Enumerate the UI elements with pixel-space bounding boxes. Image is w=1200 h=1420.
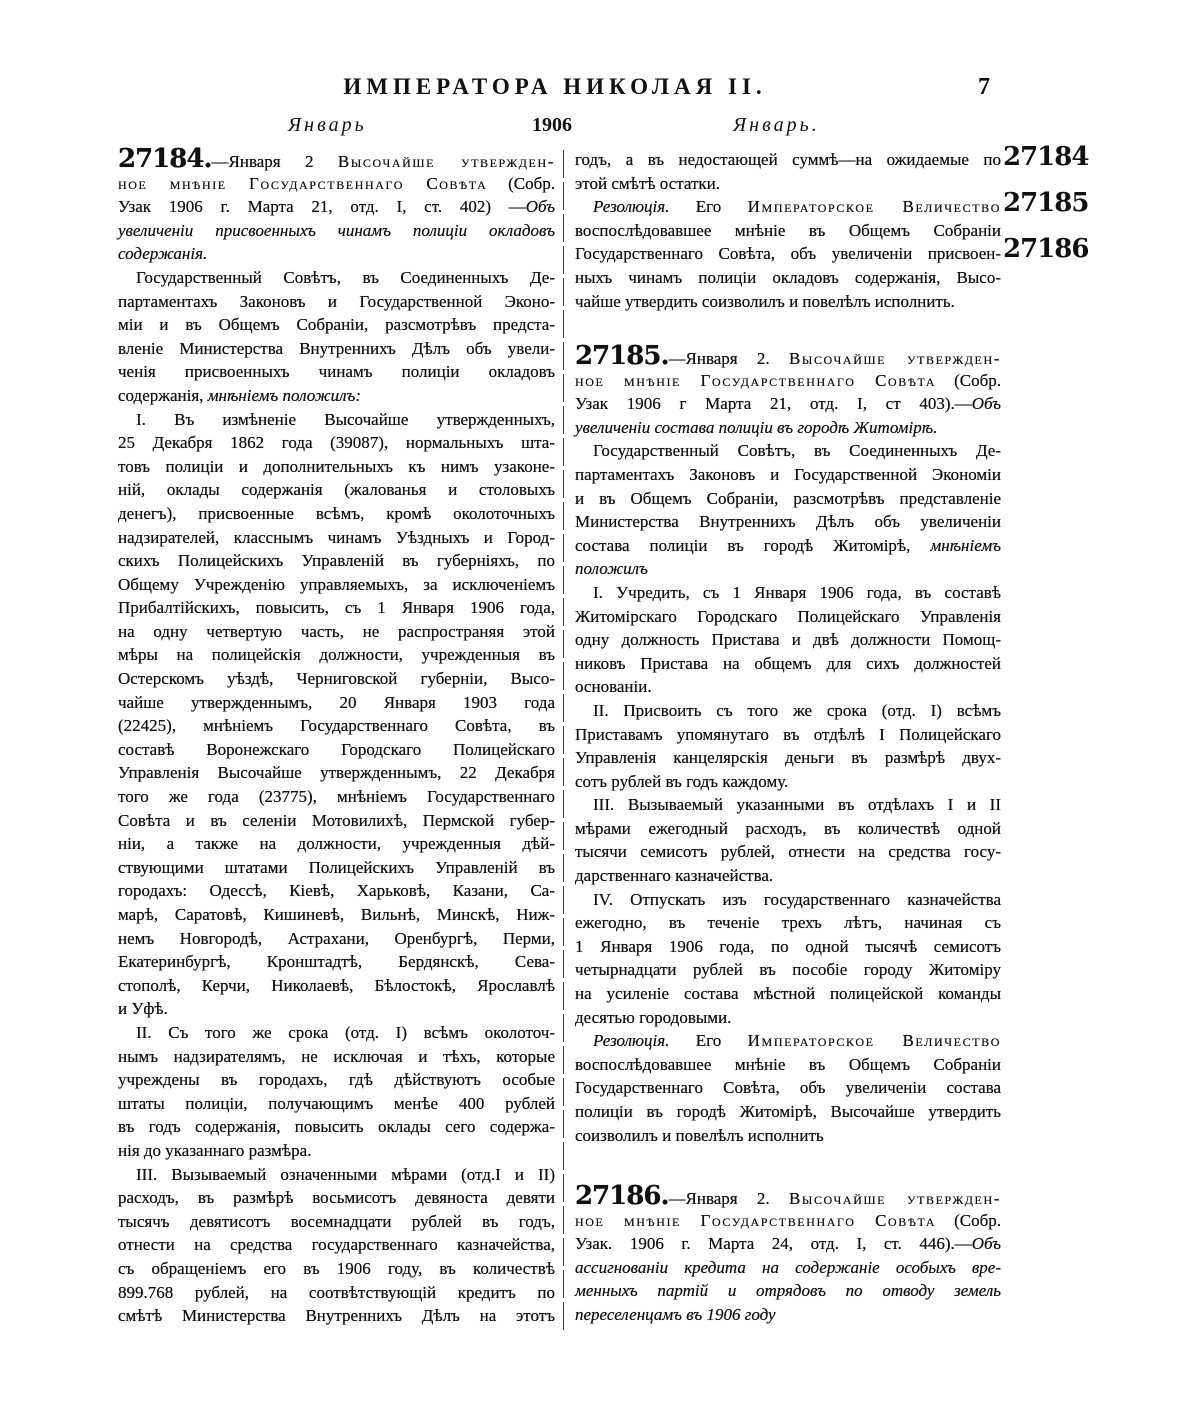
text-line [575, 369, 1001, 393]
column-divider [563, 150, 564, 1332]
text-line [575, 652, 1001, 676]
text-segment: стополѣ, Керчи, Николаевѣ, Бѣлостокѣ, Ярославлѣ [118, 975, 555, 995]
small-caps-text: ное мнѣніе Государственнаго Совѣта [575, 370, 937, 390]
text-line [118, 431, 555, 455]
text-segment: отнести на средства государственнаго казначейства, [118, 1235, 555, 1255]
italic-text: Резолюція. [593, 197, 670, 217]
italic-text: мнѣніемъ [930, 535, 1001, 555]
text-segment: сотъ рублей въ годъ каждому. [575, 771, 789, 791]
text-segment: марѣ, Саратовѣ, Кишиневѣ, Вильнѣ, Минскѣ, Ниж- [118, 905, 555, 924]
text-segment: Общему Учрежденію управляемыхъ, за исключеніемъ [118, 574, 555, 594]
text-line [118, 1304, 555, 1328]
text-segment: Прибалтійскихъ, повысить, съ 1 Января 1906 года, [118, 598, 555, 618]
text-segment: учреждены въ городахъ, гдѣ дѣйствуютъ особые [118, 1070, 555, 1090]
text-segment: штаты полиціи, получающимъ менѣе 400 рублей [118, 1093, 555, 1113]
text-line [575, 534, 1001, 558]
text-line [575, 195, 1001, 219]
right-column-block-27185 [575, 341, 1002, 1147]
text-line [118, 1139, 555, 1163]
text-line [118, 337, 555, 361]
margin-number: 27186 [1003, 234, 1089, 264]
text-line [118, 1115, 555, 1139]
text-segment: немъ Новгородѣ, Астрахани, Оренбургѣ, Перми, [118, 928, 555, 948]
text-segment: Государственный Совѣтъ, въ Соединенныхъ Де- [136, 267, 555, 287]
text-segment: мѣрами ежегодный расходъ, въ количествѣ одной [575, 818, 1001, 838]
text-line [118, 455, 555, 479]
text-line [575, 935, 1001, 959]
text-line [575, 1076, 1001, 1100]
text-line [118, 832, 555, 856]
small-caps-text: Императорское Величество [747, 1031, 1002, 1051]
text-segment: Его [669, 197, 748, 217]
text-line [575, 266, 1001, 290]
text-segment: въ годъ содержанія, повысить оклады сего содержа- [118, 1117, 555, 1137]
text-segment: —Января 2. [668, 1189, 789, 1208]
text-segment: десятью городовыми. [575, 1007, 732, 1027]
text-segment: вленіе Министерства Внутреннихъ Дѣлъ объ увели- [118, 338, 555, 358]
text-line [575, 982, 1001, 1006]
text-segment: (Собр. [936, 1210, 1002, 1230]
text-line [118, 1257, 555, 1281]
text-line [118, 761, 555, 785]
text-line [118, 785, 555, 809]
text-line [575, 699, 1001, 723]
text-line [575, 1053, 1001, 1077]
small-caps-text: Высочайше утвержден- [788, 1189, 1001, 1208]
text-segment: партаментахъ Законовъ и Государственной Эконо- [118, 291, 555, 311]
text-segment: Екатеринбургѣ, Кронштадтѣ, Бердянскѣ, Сева- [118, 952, 555, 972]
text-segment: Государственнаго Совѣта, объ увеличеніи состава [575, 1078, 1001, 1098]
italic-text: Объ [525, 197, 555, 217]
text-line [575, 1124, 1001, 1148]
running-title: ИМПЕРАТОРА НИКОЛАЯ II. [343, 74, 767, 99]
text-segment: I. Въ измѣненіе Высочайше утвержденныхъ, [136, 409, 555, 429]
text-segment: товъ полиціи и дополнительныхъ къ нимъ узаконе- [118, 456, 555, 476]
text-segment: тысячъ девятисотъ восемнадцати рублей въ годъ, [118, 1211, 555, 1231]
page-number: 7 [978, 74, 990, 100]
text-segment: состава полиціи въ городѣ Житомірѣ, [575, 535, 931, 555]
margin-number: 27185 [1003, 188, 1089, 218]
act-number: 27186. [575, 1181, 669, 1211]
italic-text: увеличеніи присвоенныхъ чинамъ полиціи окладовъ [118, 220, 555, 240]
italic-text: увеличеніи состава полиціи въ городѣ Житомірѣ. [575, 417, 938, 437]
text-segment: Узак. 1906 г. Марта 24, отд. I, ст. 446).— [575, 1234, 972, 1254]
text-segment: и въ Общемъ Собраніи, разсмотрѣвъ представленіе [575, 488, 1001, 508]
text-line [118, 667, 555, 691]
margin-number: 27184 [1003, 142, 1089, 172]
text-line [118, 1068, 555, 1092]
text-segment: и Уфѣ. [118, 999, 168, 1019]
text-segment: Узак 1906 г. Марта 21, отд. I, ст. 402) — [118, 197, 526, 217]
text-line [575, 817, 1001, 841]
text-line [118, 408, 555, 432]
small-caps-text: Высочайше утвержден- [788, 349, 1001, 368]
italic-text: Объ [971, 394, 1001, 414]
italic-text: Резолюція. [593, 1031, 670, 1051]
text-segment: полиціи въ городѣ Житомірѣ, Высочайше утвердить [575, 1102, 1001, 1121]
text-segment: Министерства Внутреннихъ Дѣлъ объ увеличеніи [575, 512, 1001, 532]
text-line [118, 1092, 555, 1116]
left-column [118, 144, 556, 1328]
text-segment: денегъ), присвоенные всѣмъ, кромѣ околоточныхъ [118, 503, 555, 523]
text-line [575, 1256, 1001, 1280]
text-line [575, 392, 1001, 416]
text-segment: —Января 2 [211, 152, 338, 171]
text-segment: чайше утвердить соизволилъ и повелѣлъ исполнить. [575, 291, 955, 311]
text-line [118, 691, 555, 715]
text-line [118, 502, 555, 526]
text-segment: міи и въ Общемъ Собраніи, разсмотрѣвъ предста- [118, 315, 555, 335]
text-segment: 1 Января 1906 года, по одной тысячѣ семисотъ [575, 936, 1001, 956]
text-segment: составѣ Воронежскаго Городскаго Полицейскаго [118, 739, 555, 759]
text-line [118, 596, 555, 620]
text-segment: мѣры на полицейскія должности, учрежденныя въ [118, 645, 555, 665]
right-column-block-27186 [575, 1181, 1002, 1327]
text-segment: Государственный Совѣтъ, въ Соединенныхъ Де- [593, 441, 1001, 461]
text-segment: Управленія Высочайше утвержденнымъ, 22 Декабря [118, 763, 555, 783]
text-segment: II. Съ того же срока (отд. I) всѣмъ околоточ- [136, 1022, 555, 1042]
text-line [575, 290, 1001, 314]
text-line [118, 997, 555, 1021]
text-line [575, 723, 1001, 747]
text-line [118, 1163, 555, 1187]
text-segment: скихъ Полицейскихъ Управленій въ губерніяхъ, по [118, 551, 555, 571]
text-line [575, 1181, 1001, 1211]
italic-text: содержанія. [118, 244, 208, 264]
text-segment: содержанія, [118, 385, 208, 405]
text-line [575, 148, 1001, 172]
italic-text: мнѣніемъ положилъ: [207, 385, 361, 405]
text-line [575, 510, 1001, 534]
text-segment: городахъ: Одессѣ, Кіевѣ, Харьковѣ, Казани, Са- [118, 881, 555, 901]
text-line [118, 1210, 555, 1234]
text-line [118, 266, 555, 290]
month-right: Январь. [733, 114, 820, 136]
text-line [575, 1232, 1001, 1256]
text-line [575, 1209, 1001, 1233]
text-segment: Узак 1906 г Марта 21, отд. I, ст 403).— [575, 394, 972, 414]
text-segment: Государственнаго Совѣта, объ увеличеніи присвоен- [575, 244, 1001, 264]
text-segment: 25 Декабря 1862 года (39087), нормальныхъ шта- [118, 433, 555, 453]
text-line [575, 746, 1001, 770]
text-segment: дарственнаго казначейства. [575, 866, 774, 886]
text-line [575, 463, 1001, 487]
text-segment: III. Вызываемый означенными мѣрами (отд.I и II) [136, 1164, 555, 1184]
text-line [118, 927, 555, 951]
text-line [118, 219, 555, 243]
italic-text: переселенцамъ въ 1906 году [575, 1304, 776, 1324]
text-segment: IV. Отпускать изъ государственнаго казначейства [593, 889, 1001, 909]
text-line [118, 856, 555, 880]
text-line [575, 1029, 1001, 1053]
text-segment: съ обращеніемъ его въ 1906 году, въ количествѣ [118, 1258, 555, 1278]
text-line [118, 384, 555, 408]
text-line [575, 1100, 1001, 1124]
text-line [575, 581, 1001, 605]
text-line [575, 675, 1001, 699]
text-line [118, 195, 555, 219]
text-line [575, 770, 1001, 794]
text-segment: соизволилъ и повелѣлъ исполнить [575, 1125, 824, 1145]
italic-text: менныхъ партій и отрядовъ по отводу земель [575, 1281, 1001, 1301]
text-segment: Управленія канцелярскія деньги въ размѣрѣ двух- [575, 748, 1001, 768]
text-line [575, 1303, 1001, 1327]
text-segment: смѣтѣ Министерства Внутреннихъ Дѣлъ на этотъ [118, 1306, 555, 1326]
text-segment: (Собр. [487, 173, 556, 193]
text-segment: ніи, а также на должности, учрежденныя дѣй- [118, 834, 555, 854]
text-line [575, 487, 1001, 511]
italic-text: положилъ [575, 559, 648, 579]
italic-text: ассигнованіи кредита на содержаніе особыхъ вре- [575, 1257, 1001, 1277]
text-line [118, 172, 555, 196]
text-segment: —Января 2. [668, 349, 789, 368]
text-segment: воспослѣдовавшее мнѣніе въ Общемъ Собраніи [575, 1054, 1001, 1074]
text-line [575, 219, 1001, 243]
text-line [575, 439, 1001, 463]
text-segment: годъ, а въ недостающей суммѣ—на ожидаемые по [575, 150, 1001, 169]
text-line [118, 242, 555, 266]
text-segment: партаментахъ Законовъ и Государственной Экономіи [575, 464, 1001, 484]
text-line [118, 974, 555, 998]
text-segment: Приставамъ упомянутаго въ отдѣлѣ I Полицейскаго [575, 724, 1001, 744]
text-line [575, 840, 1001, 864]
text-line [118, 903, 555, 927]
text-segment: I. Учредить, съ 1 Января 1906 года, въ составѣ [593, 582, 1001, 602]
text-line [118, 478, 555, 502]
act-number: 27185. [575, 341, 669, 371]
text-line [118, 549, 555, 573]
text-line [118, 1186, 555, 1210]
text-line [575, 864, 1001, 888]
text-line [575, 958, 1001, 982]
text-line [118, 360, 555, 384]
text-segment: нія до указаннаго размѣра. [118, 1140, 312, 1160]
month-left: Январь [288, 114, 367, 136]
text-line [118, 643, 555, 667]
text-line [575, 1006, 1001, 1030]
text-segment: расходъ, въ размѣрѣ восьмисотъ девяноста девяти [118, 1188, 555, 1208]
text-segment: ныхъ чинамъ полиціи окладовъ содержанія, Высо- [575, 267, 1001, 287]
text-segment: Житомірскаго Городскаго Полицейскаго Управленія [575, 606, 1001, 626]
text-segment: III. Вызываемый указанными въ отдѣлахъ I и II [593, 795, 1001, 815]
text-line [575, 341, 1001, 371]
text-line [118, 879, 555, 903]
text-line [118, 1233, 555, 1257]
text-line [575, 793, 1001, 817]
text-segment: ній, оклады содержанія (жалованья и столовыхъ [118, 480, 555, 500]
text-segment: тысячи семисотъ рублей, отнести на средства госу- [575, 842, 1001, 862]
text-line [118, 526, 555, 550]
text-segment: II. Присвоить съ того же срока (отд. I) всѣмъ [593, 700, 1001, 720]
text-line [575, 416, 1001, 440]
small-caps-text: ное мнѣніе Государственнаго Совѣта [118, 173, 488, 193]
text-segment: Остерскомъ уѣздѣ, Черниговской губерніи, Высо- [118, 669, 555, 689]
text-line [118, 714, 555, 738]
text-line [118, 738, 555, 762]
text-line [118, 620, 555, 644]
text-segment: одну должность Пристава и двѣ должности Помощ- [575, 630, 1001, 650]
text-segment: надзирателей, класснымъ чинамъ Уѣздныхъ и Город- [118, 527, 555, 547]
italic-text: Объ [971, 1234, 1001, 1254]
text-segment: ежегодно, въ теченіе трехъ лѣтъ, начиная съ [575, 913, 1001, 933]
text-segment: Совѣта и въ селеніи Мотовилихѣ, Пермской губер- [118, 810, 555, 830]
text-line [118, 290, 555, 314]
text-segment: на одну четвертую часть, не распространяя этой [118, 621, 555, 641]
text-segment: никовъ Пристава на общемъ для сихъ должностей [575, 653, 1001, 673]
text-line [575, 1279, 1001, 1303]
text-line [118, 144, 555, 174]
text-line [575, 628, 1001, 652]
text-line [118, 1045, 555, 1069]
small-caps-text: ное мнѣніе Государственнаго Совѣта [575, 1210, 937, 1230]
text-line [575, 605, 1001, 629]
text-segment: (Собр. [936, 370, 1002, 390]
text-segment: нымъ надзирателямъ, не исключая и тѣхъ, которые [118, 1046, 555, 1066]
text-segment: ченія присвоенныхъ чинамъ полиціи окладовъ [118, 362, 555, 382]
text-segment: Его [669, 1031, 748, 1051]
right-column-block-continuation [575, 148, 1001, 313]
text-segment: чайше утвержденнымъ, 20 Января 1903 года [118, 692, 555, 712]
text-line [118, 313, 555, 337]
text-segment: воспослѣдовавшее мнѣніе въ Общемъ Собраніи [575, 220, 1001, 240]
text-line [575, 911, 1001, 935]
text-segment: четырнадцати рублей въ пособіе городу Житоміру [575, 960, 1001, 980]
year-heading: 1906 [532, 114, 572, 136]
text-line [575, 172, 1001, 196]
text-line [575, 242, 1001, 266]
small-caps-text: Высочайше утвержден- [337, 152, 555, 171]
text-segment: ствующими штатами Полицейскихъ Управленій въ [118, 857, 555, 877]
text-segment: основаніи. [575, 677, 652, 697]
text-line [118, 809, 555, 833]
small-caps-text: Императорское Величество [747, 197, 1002, 217]
text-segment: 899.768 рублей, на соотвѣтствующій кредитъ по [118, 1282, 555, 1302]
text-segment: на усиленіе состава мѣстной полицейской команды [575, 984, 1001, 1004]
act-number: 27184. [118, 144, 212, 174]
text-segment: (22425), мнѣніемъ Государственнаго Совѣта, въ [118, 716, 555, 736]
text-line [118, 1281, 555, 1305]
text-line [118, 573, 555, 597]
text-line [118, 950, 555, 974]
text-line [575, 888, 1001, 912]
text-line [118, 1021, 555, 1045]
text-line [575, 557, 1001, 581]
text-segment: этой смѣтѣ остатки. [575, 173, 721, 193]
text-segment: того же года (23775), мнѣніемъ Государственнаго [118, 787, 555, 807]
